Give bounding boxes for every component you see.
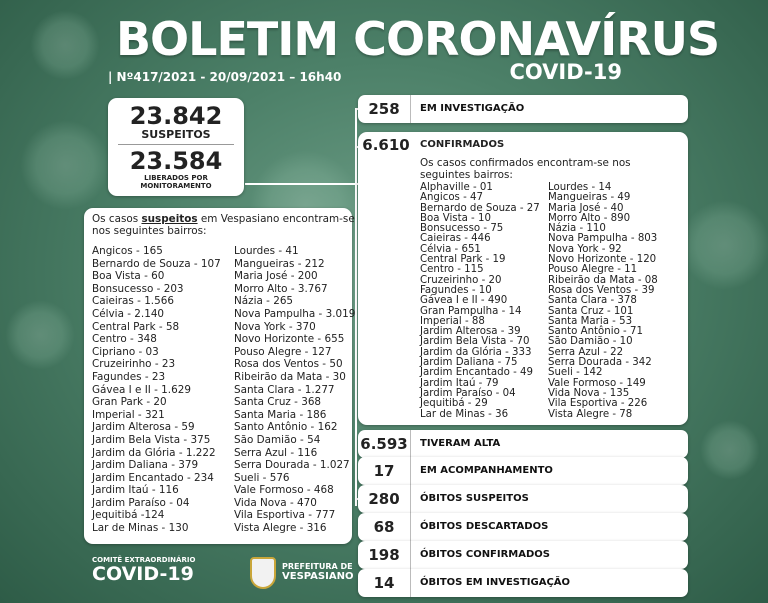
virus-decoration (30, 10, 100, 80)
neighborhood-item: Vila Esportiva - 226 (548, 398, 648, 410)
suspected-deaths-box (358, 485, 688, 513)
neighborhood-item: Jardim Alterosa - 39 (420, 326, 521, 338)
neighborhood-item: Santa Clara - 1.277 (234, 383, 335, 396)
neighborhood-item: Gran Pampulha - 14 (420, 305, 522, 317)
neighborhood-item: Imperial - 321 (92, 408, 165, 421)
neighborhood-item: Maria José - 40 (548, 202, 624, 214)
monitored-label: LIBERADOS POR (144, 174, 208, 182)
neighborhood-item: Imperial - 88 (420, 315, 485, 327)
neighborhood-item: Rosa dos Ventos - 39 (548, 284, 655, 296)
suspects-label: SUSPEITOS (141, 128, 211, 141)
neighborhood-item: Caieiras - 446 (420, 233, 491, 245)
neighborhood-item: Gávea I e II - 1.629 (92, 383, 191, 396)
neighborhood-item: Pouso Alegre - 11 (548, 264, 638, 276)
discarded-deaths-count: 68 (358, 513, 411, 541)
page-subtitle: COVID-19 (509, 60, 622, 84)
neighborhood-item: Cipriano - 03 (92, 345, 159, 358)
neighborhood-item: Santa Clara - 378 (548, 295, 637, 307)
neighborhood-item: Jardim da Glória - 1.222 (92, 446, 216, 459)
neighborhood-item: Jardim Itaú - 79 (420, 377, 499, 389)
virus-decoration (5, 300, 75, 370)
investigation-count: 258 (358, 95, 411, 123)
confirmed-card (358, 132, 688, 425)
discarded-deaths-label: ÓBITOS DESCARTADOS (420, 521, 549, 532)
investigation-label: EM INVESTIGAÇÃO (420, 103, 525, 114)
neighborhood-item: Mangueiras - 49 (548, 192, 631, 204)
neighborhood-item: Vista Alegre - 316 (234, 522, 327, 535)
neighborhood-item: Santa Cruz - 101 (548, 305, 634, 317)
neighborhood-item: Serra Dourada - 342 (548, 357, 652, 369)
neighborhood-item: Názia - 265 (234, 295, 294, 308)
neighborhood-item: Angicos - 47 (420, 192, 483, 204)
follow-up-count: 17 (358, 457, 411, 485)
neighborhood-item: Santa Cruz - 368 (234, 396, 322, 409)
neighborhood-item: Jardim Paraíso - 04 (420, 387, 516, 399)
divider (118, 144, 234, 145)
neighborhood-item: Mangueiras - 212 (234, 257, 325, 270)
neighborhood-item: Jardim Daliana - 75 (420, 357, 518, 369)
neighborhood-item: Gran Park - 20 (92, 396, 167, 409)
monitored-count: 23.584 (129, 147, 223, 175)
neighborhood-item: Fagundes - 10 (420, 284, 492, 296)
neighborhood-item: São Damião - 54 (234, 433, 321, 446)
neighborhood-item: Santo Antônio - 71 (548, 326, 643, 338)
confirmed-count: 6.610 (362, 136, 410, 154)
neighborhood-item: Bernardo de Souza - 27 (420, 202, 540, 214)
neighborhood-item: Centro - 348 (92, 333, 157, 346)
discarded-deaths-box (358, 513, 688, 541)
neighborhood-item: Jardim Encantado - 234 (92, 471, 214, 484)
neighborhood-item: São Damião - 10 (548, 336, 633, 348)
investigation-box (358, 95, 688, 123)
suspects-list-col1 (92, 245, 221, 535)
bulletin-info: | Nº417/2021 - 20/09/2021 – 16h40 (108, 70, 342, 84)
neighborhood-item: Jardim Paraíso - 04 (92, 496, 190, 509)
deaths-under-investigation-label: ÓBITOS EM INVESTIGAÇÃO (420, 577, 571, 588)
monitored-label: MONITORAMENTO (140, 182, 212, 190)
neighborhood-item: Morro Alto - 890 (548, 212, 631, 224)
connector-line (245, 183, 358, 185)
neighborhood-item: Vale Formoso - 468 (234, 484, 334, 497)
neighborhood-item: Vida Nova - 135 (548, 387, 630, 399)
neighborhood-item: Caieiras - 1.566 (92, 295, 174, 308)
neighborhood-item: Fagundes - 23 (92, 370, 166, 383)
neighborhood-item: Serra Azul - 116 (234, 446, 318, 459)
neighborhood-item: Maria José - 200 (234, 270, 318, 283)
neighborhood-item: Pouso Alegre - 127 (234, 345, 332, 358)
neighborhood-item: Boa Vista - 10 (420, 212, 491, 224)
neighborhood-item: Nova Pampulha - 803 (548, 233, 658, 245)
virus-decoration (680, 200, 768, 290)
neighborhood-item: Ribeirão da Mata - 30 (234, 370, 346, 383)
neighborhood-item: Ribeirão da Mata - 08 (548, 274, 658, 286)
deaths-under-investigation-count: 14 (358, 569, 411, 597)
page-title: BOLETIM CORONAVÍRUS (116, 12, 720, 66)
city-crest-icon (250, 557, 276, 589)
confirmed-deaths-label: ÓBITOS CONFIRMADOS (420, 549, 551, 560)
neighborhood-item: Sueli - 142 (548, 367, 603, 379)
neighborhood-item: Santo Antônio - 162 (234, 421, 338, 434)
suspected-deaths-label: ÓBITOS SUSPEITOS (420, 493, 529, 504)
neighborhood-item: Novo Horizonte - 120 (548, 254, 657, 266)
neighborhood-item: Central Park - 19 (420, 254, 506, 266)
neighborhood-item: Central Park - 58 (92, 320, 180, 333)
neighborhood-item: Jardim Bela Vista - 70 (420, 336, 530, 348)
committee-logo: COMITÊ EXTRAORDINÁRIO COVID-19 (92, 556, 196, 585)
neighborhood-item: Lourdes - 14 (548, 182, 612, 193)
confirmed-intro: Os casos confirmados encontram-se nos seguintes bairros: (420, 157, 631, 181)
neighborhood-item: Alphaville - 01 (420, 182, 493, 193)
neighborhood-item: Morro Alto - 3.767 (234, 282, 328, 295)
neighborhood-item: Lar de Minas - 130 (92, 522, 189, 535)
confirmed-deaths-count: 198 (358, 541, 411, 569)
neighborhood-item: Nova York - 370 (234, 320, 316, 333)
neighborhood-item: Jequitibá - 29 (420, 398, 488, 410)
suspects-list-col2 (234, 245, 355, 535)
neighborhood-item: Santa Maria - 53 (548, 315, 633, 327)
discharged-box (358, 430, 688, 458)
neighborhood-item: Jequitibá -124 (92, 509, 165, 522)
neighborhood-item: Bonsucesso - 203 (92, 282, 184, 295)
neighborhood-item: Lar de Minas - 36 (420, 408, 509, 420)
neighborhood-item: Serra Azul - 22 (548, 346, 624, 358)
confirmed-deaths-box (358, 541, 688, 569)
neighborhood-item: Serra Dourada - 1.027 (234, 459, 350, 472)
neighborhood-item: Nova Pampulha - 3.019 (234, 307, 356, 320)
neighborhood-item: Sueli - 576 (234, 471, 290, 484)
deaths-under-investigation-box (358, 569, 688, 597)
virus-decoration (20, 120, 110, 210)
confirmed-list-col2 (548, 183, 658, 420)
neighborhood-item: Vale Formoso - 149 (548, 377, 646, 389)
neighborhood-item: Vila Esportiva - 777 (234, 509, 336, 522)
neighborhood-item: Vista Alegre - 78 (548, 408, 633, 420)
neighborhood-item: Názia - 110 (548, 223, 606, 235)
neighborhood-item: Novo Horizonte - 655 (234, 333, 345, 346)
neighborhood-item: Célvia - 651 (420, 243, 481, 255)
suspected-deaths-count: 280 (358, 485, 411, 513)
neighborhood-item: Célvia - 2.140 (92, 307, 165, 320)
neighborhood-item: Bonsucesso - 75 (420, 223, 504, 235)
virus-decoration (700, 420, 760, 480)
city-logo: PREFEITURA DE VESPASIANO (282, 562, 354, 582)
suspects-box (108, 98, 244, 196)
neighborhood-item: Boa Vista - 60 (92, 270, 165, 283)
neighborhood-item: Jardim Encantado - 49 (420, 367, 533, 379)
suspects-intro: Os casos suspeitos em Vespasiano encontram-se nos seguintes bairros: (92, 213, 355, 237)
suspects-count: 23.842 (129, 102, 223, 130)
neighborhood-item: Jardim Itaú - 116 (92, 484, 179, 497)
suspects-emphasis: suspeitos (141, 213, 198, 225)
discharged-label: TIVERAM ALTA (420, 438, 501, 449)
confirmed-label: CONFIRMADOS (420, 139, 505, 150)
neighborhood-item: Cruzeirinho - 20 (420, 274, 502, 286)
neighborhood-item: Vida Nova - 470 (234, 496, 317, 509)
neighborhood-item: Rosa dos Ventos - 50 (234, 358, 343, 371)
confirmed-list-col1 (420, 183, 540, 420)
neighborhood-item: Jardim Bela Vista - 375 (92, 433, 211, 446)
follow-up-label: EM ACOMPANHAMENTO (420, 465, 553, 476)
discharged-count: 6.593 (358, 430, 411, 458)
neighborhood-item: Bernardo de Souza - 107 (92, 257, 221, 270)
neighborhood-item: Cruzeirinho - 23 (92, 358, 176, 371)
neighborhood-item: Gávea I e II - 490 (420, 295, 508, 307)
neighborhood-item: Angicos - 165 (92, 245, 163, 257)
neighborhood-item: Nova York - 92 (548, 243, 622, 255)
neighborhood-item: Jardim da Glória - 333 (420, 346, 532, 358)
neighborhood-item: Centro - 115 (420, 264, 484, 276)
neighborhood-item: Jardim Daliana - 379 (92, 459, 199, 472)
neighborhood-item: Lourdes - 41 (234, 245, 299, 257)
neighborhood-item: Jardim Alterosa - 59 (92, 421, 195, 434)
follow-up-box (358, 457, 688, 485)
suspects-neighborhoods-card (84, 208, 356, 544)
neighborhood-item: Santa Maria - 186 (234, 408, 327, 421)
